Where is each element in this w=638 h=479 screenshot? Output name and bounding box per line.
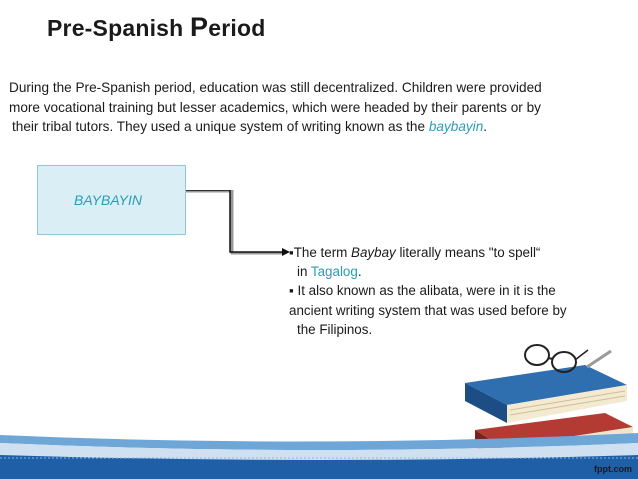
bullet-text: .	[357, 264, 362, 280]
footer-decoration	[0, 425, 638, 479]
title-part: Pre-Spanish	[47, 15, 190, 41]
baybayin-term: baybayin	[428, 119, 484, 134]
baybayin-box	[37, 165, 186, 235]
tagalog-term: Tagalog	[310, 264, 358, 280]
bullet-text: The term	[293, 245, 352, 260]
bullet-text: literally means "to spell“	[395, 245, 541, 260]
intro-text: their tribal tutors. They used a unique system of writing known as the	[12, 119, 429, 134]
bullet-text: It also known as the alibata, were in it is the	[293, 283, 556, 299]
bullet-list	[289, 243, 629, 339]
baybay-term: Baybay	[351, 245, 396, 260]
eyeglasses-icon	[520, 338, 590, 388]
bullet-continuation	[289, 262, 629, 281]
bullet-continuation: the Filipinos.	[297, 321, 373, 337]
footer-brand: fppt.com	[594, 464, 632, 474]
title-cap: P	[190, 12, 209, 42]
intro-text: .	[483, 119, 488, 134]
bullet-text: in	[297, 264, 311, 280]
baybayin-box-label: BAYBAYIN	[74, 192, 142, 208]
bullet-marker: ▪	[289, 245, 294, 260]
connector-arrow	[186, 190, 296, 270]
intro-line	[9, 117, 633, 137]
pencil-icon	[585, 345, 615, 370]
bullet-item	[289, 281, 629, 300]
intro-line: During the Pre-Spanish period, education was still decentralized. Children were provided	[9, 80, 542, 95]
slide-title	[47, 12, 265, 43]
bullet-continuation: ancient writing system that was used before by	[289, 302, 567, 318]
title-part: eriod	[208, 15, 266, 41]
intro-line: more vocational training but lesser academics, which were headed by their parents or by	[9, 99, 541, 115]
bullet-marker: ▪	[289, 283, 294, 299]
intro-paragraph	[9, 78, 633, 137]
bullet-item	[289, 243, 629, 262]
